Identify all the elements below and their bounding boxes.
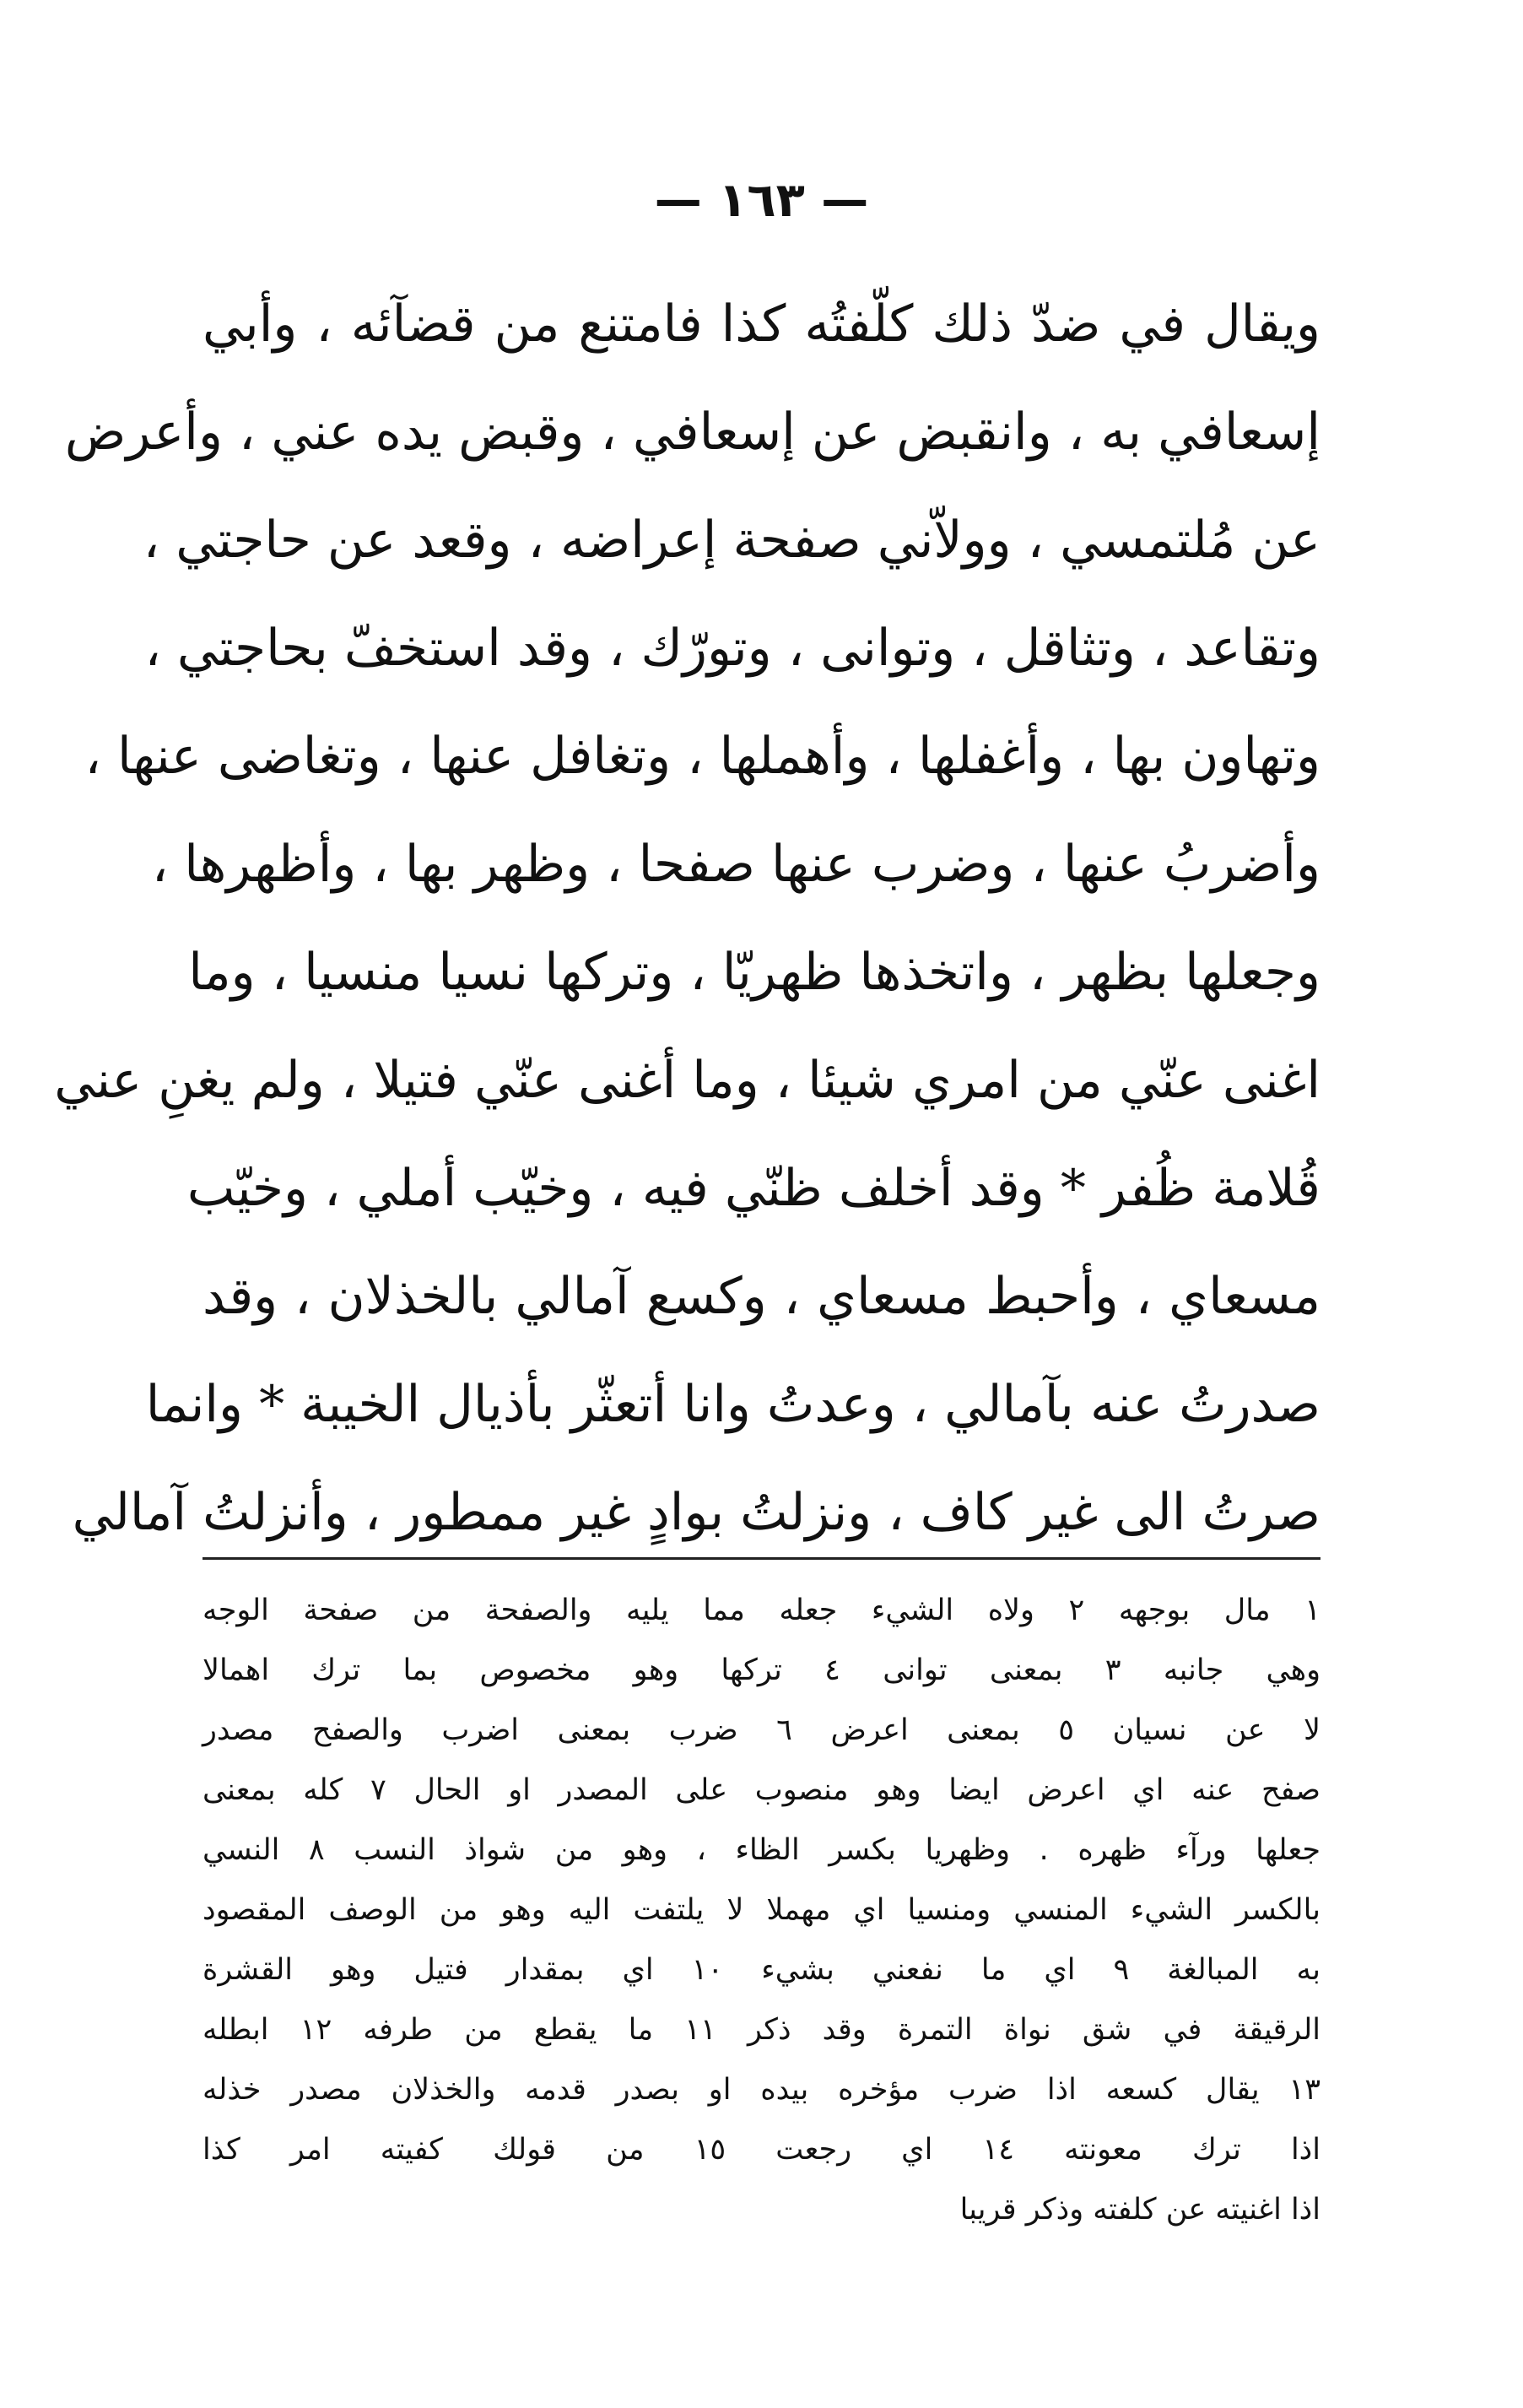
- footnotes: [203, 1581, 1320, 2240]
- footnote-line: ١٣ يقال كسعه اذا ضرب مؤخره بيده او بصدر قدمه والخذلان مصدر خذله: [203, 2073, 1320, 2107]
- footnote-line: لا عن نسيان ٥ بمعنى اعرض ٦ ضرب بمعنى اضرب والصفح مصدر: [203, 1713, 1320, 1747]
- main-text-line: وأضربُ عنها ، وضرب عنها صفحا ، وظهر بها ، وأظهرها ،: [151, 835, 1320, 894]
- main-text: [54, 270, 1320, 1567]
- footnote-line: الرقيقة في شق نواة التمرة وقد ذكر ١١ ما يقطع من طرفه ١٢ ابطله: [203, 2013, 1320, 2047]
- footnote-line: اذا ترك معونته ١٤ اي رجعت ١٥ من قولك كفيته امر كذا: [203, 2133, 1320, 2167]
- footnote-line: صفح عنه اي اعرض ايضا وهو منصوب على المصدر او الحال ٧ كله بمعنى: [203, 1773, 1320, 1807]
- main-text-line: صدرتُ عنه بآمالي ، وعدتُ وانا أتعثّر بأذيال الخيبة * وانما: [145, 1375, 1320, 1434]
- main-text-line: وتهاون بها ، وأغفلها ، وأهملها ، وتغافل عنها ، وتغاضى عنها ،: [84, 727, 1320, 786]
- footnote-line: وهي جانبه ٣ بمعنى توانى ٤ تركها وهو مخصوص بما ترك اهمالا: [203, 1653, 1320, 1687]
- main-text-line: صرتُ الى غير كاف ، ونزلتُ بوادٍ غير ممطور ، وأنزلتُ آمالي: [72, 1483, 1320, 1542]
- page-number: — ١٦٣ —: [654, 173, 869, 228]
- main-text-line: عن مُلتمسي ، وولاّني صفحة إعراضه ، وقعد عن حاجتي ،: [143, 511, 1320, 570]
- main-text-line: ويقال في ضدّ ذلك كلّفتُه كذا فامتنع من قضآئه ، وأبي: [203, 295, 1320, 354]
- footnote-line: جعلها ورآء ظهره . وظهريا بكسر الظاء ، وهو من شواذ النسب ٨ النسي: [203, 1833, 1320, 1867]
- footnote-divider: [203, 1557, 1320, 1560]
- main-text-line: وتقاعد ، وتثاقل ، وتوانى ، وتورّك ، وقد استخفّ بحاجتي ،: [144, 619, 1320, 678]
- footnote-line: به المبالغة ٩ اي ما نفعني بشيء ١٠ اي بمقدار فتيل وهو القشرة: [203, 1953, 1320, 1987]
- main-text-line: اغنى عنّي من امري شيئا ، وما أغنى عنّي فتيلا ، ولم يغنِ عني: [54, 1051, 1320, 1110]
- main-text-line: قُلامة ظُفر * وقد أخلف ظنّي فيه ، وخيّب أملي ، وخيّب: [186, 1159, 1320, 1218]
- main-text-line: إسعافي به ، وانقبض عن إسعافي ، وقبض يده عني ، وأعرض: [64, 403, 1320, 462]
- main-text-line: وجعلها بظهر ، واتخذها ظهريّا ، وتركها نسيا منسيا ، وما: [188, 943, 1320, 1002]
- footnote-line: اذا اغنيته عن كلفته وذكر قريبا: [959, 2193, 1320, 2227]
- main-text-line: مسعاي ، وأحبط مسعاي ، وكسع آمالي بالخذلان ، وقد: [203, 1267, 1320, 1326]
- footnote-line: بالكسر الشيء المنسي ومنسيا اي مهملا لا يلتفت اليه وهو من الوصف المقصود: [203, 1893, 1320, 1927]
- footnote-line: ١ مال بوجهه ٢ ولاه الشيء جعله مما يليه والصفحة من صفحة الوجه: [203, 1594, 1320, 1627]
